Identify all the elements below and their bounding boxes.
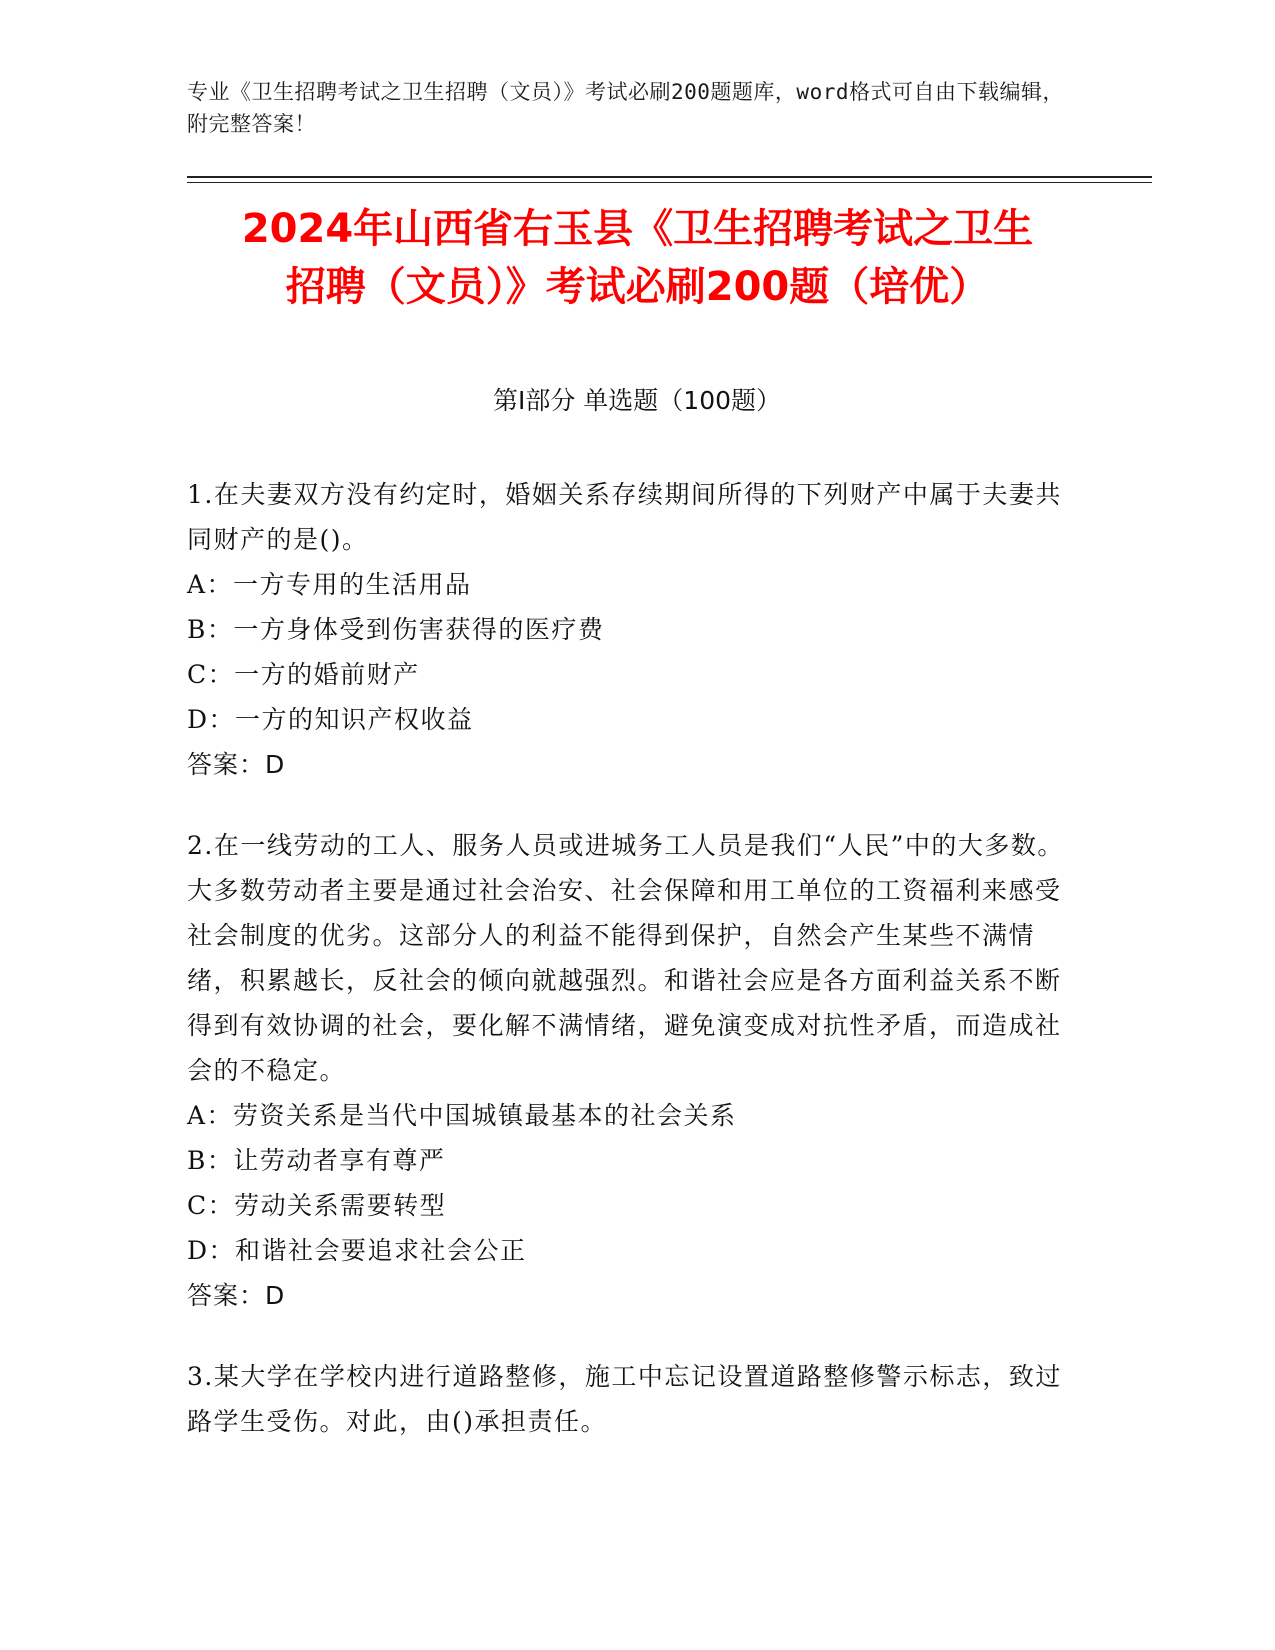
option-a: A：一方专用的生活用品 — [187, 570, 472, 599]
option-c: C：一方的婚前财产 — [187, 660, 420, 689]
document-title — [150, 200, 1125, 316]
section-title: 第Ⅰ部分 单选题（100题） — [492, 386, 782, 415]
question-stem: 1.在夫妻双方没有约定时，婚姻关系存续期间所得的下列财产中属于夫妻共同财产的是()。 — [187, 480, 1062, 554]
header-note: 专业《卫生招聘考试之卫生招聘（文员）》考试必刷200题题库，word格式可自由下载编辑，附完整答案！ — [187, 80, 1064, 136]
option-d: D：和谐社会要追求社会公正 — [187, 1236, 527, 1265]
header-rule-thin — [187, 182, 1152, 183]
question-2 — [187, 823, 1087, 1318]
option-b: B：让劳动者享有尊严 — [187, 1146, 446, 1175]
header-rule-thick — [187, 176, 1152, 178]
question-stem: 3.某大学在学校内进行道路整修，施工中忘记设置道路整修警示标志，致过路学生受伤。对此，由()承担责任。 — [187, 1362, 1062, 1436]
option-c: C：劳动关系需要转型 — [187, 1191, 447, 1220]
option-a: A：劳资关系是当代中国城镇最基本的社会关系 — [187, 1101, 737, 1130]
question-1 — [187, 472, 1087, 787]
question-list — [187, 472, 1087, 1480]
document-title-line-1: 2024年山西省右玉县《卫生招聘考试之卫生 — [241, 206, 1034, 252]
option-d: D：一方的知识产权收益 — [187, 705, 474, 734]
option-b: B：一方身体受到伤害获得的医疗费 — [187, 615, 605, 644]
question-stem: 2.在一线劳动的工人、服务人员或进城务工人员是我们“人民”中的大多数。大多数劳动者主要是通过社会治安、社会保障和用工单位的工资福利来感受社会制度的优劣。这部分人的利益不能得到保护，自然会产生某些不满情绪，积累越长，反社会的倾向就越强烈。和谐社会应是各方面利益关系不断得到有效协调的社会，要化解不满情绪，避免演变成对抗性矛盾，而造成社会的不稳定。 — [187, 831, 1064, 1085]
answer: 答案：D — [187, 750, 286, 779]
document-title-line-2: 招聘（文员）》考试必刷200题（培优） — [285, 264, 990, 310]
question-3 — [187, 1354, 1087, 1444]
answer: 答案：D — [187, 1281, 286, 1310]
